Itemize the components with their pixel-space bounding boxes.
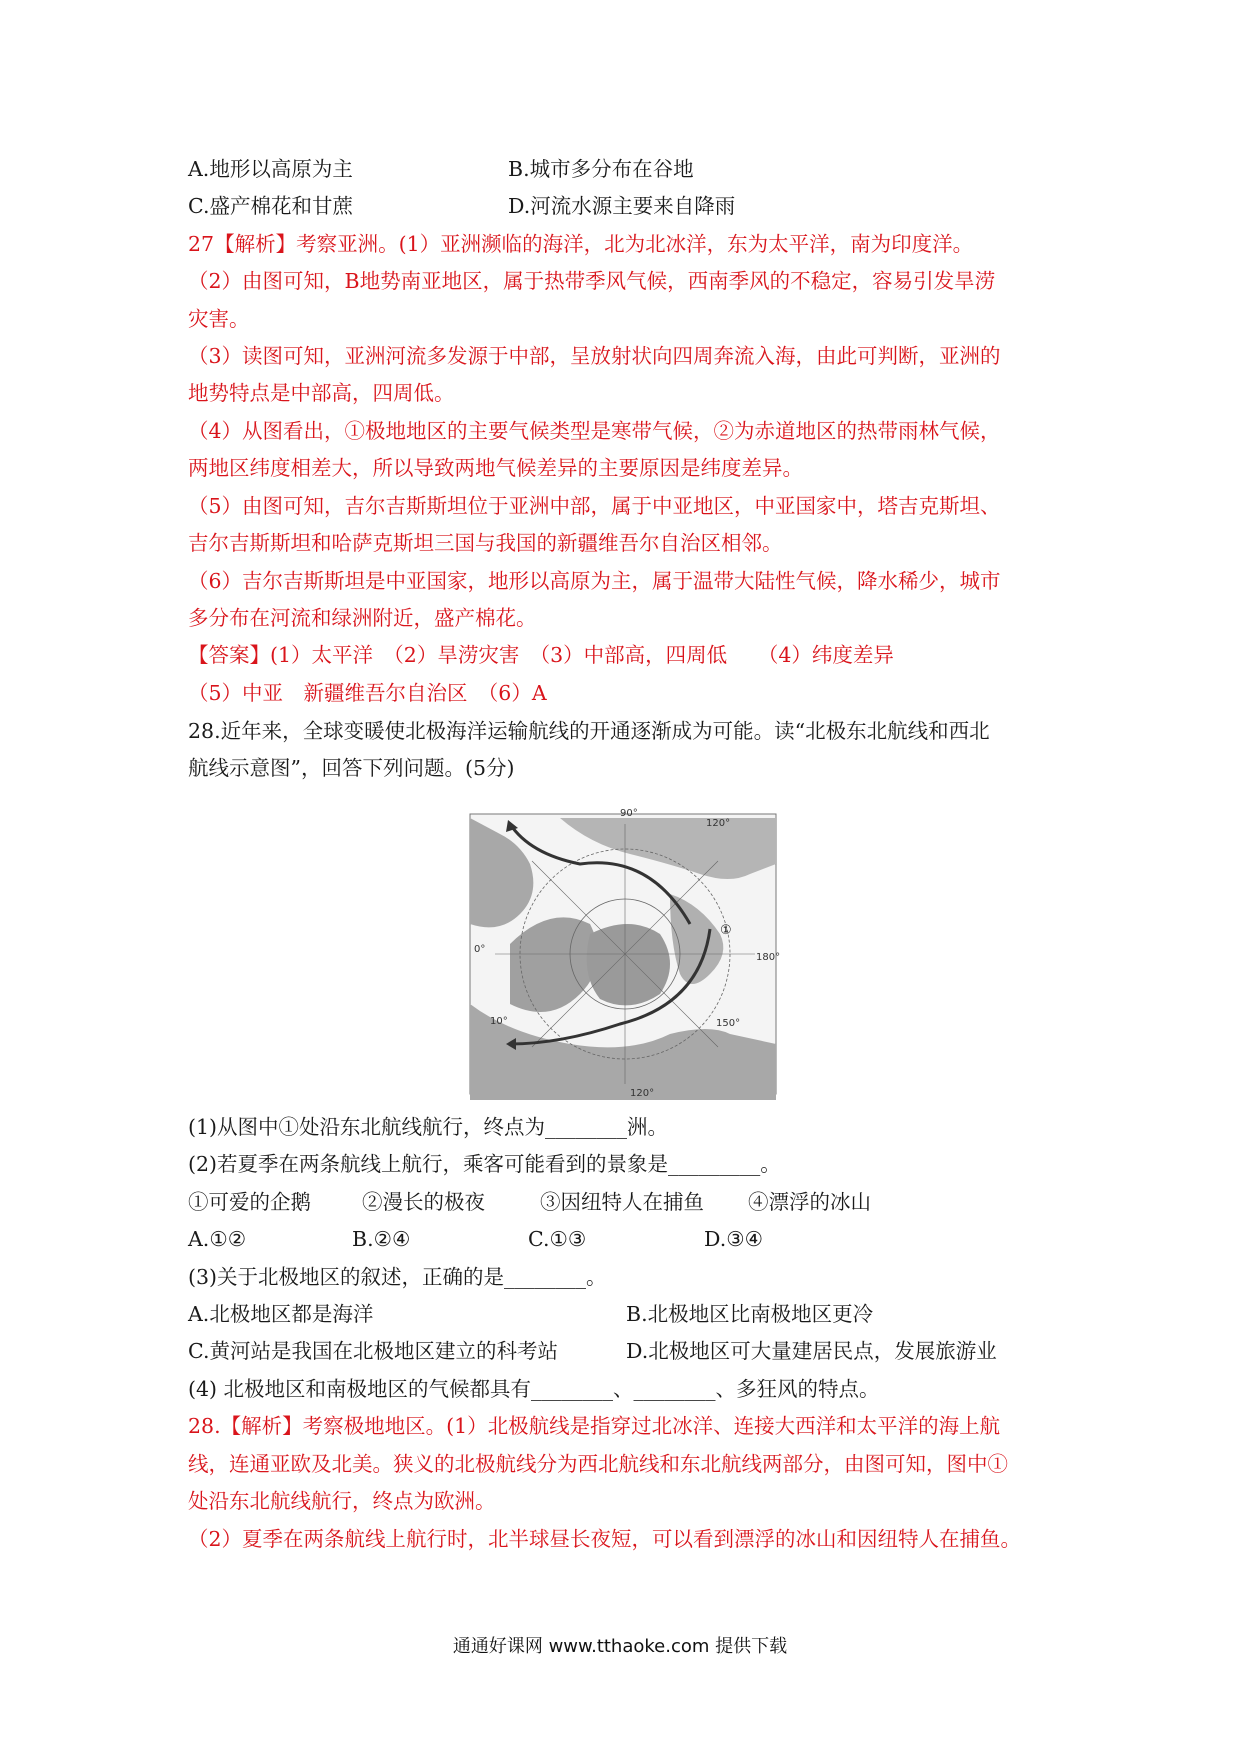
q28-sub2-option: B.②④ [352,1227,411,1251]
q27-analysis-line: 灾害。 [188,307,250,331]
map-label: 90° [620,808,638,819]
page-footer: 通通好课网 www.tthaoke.com 提供下载 [452,1636,788,1657]
q27-analysis-line: （2）由图可知，B地势南亚地区，属于热带季风气候，西南季风的不稳定，容易引发旱涝 [188,269,996,293]
q27-analysis-line: 地势特点是中部高，四周低。 [188,381,455,405]
q28-sub2: (2)若夏季在两条航线上航行，乘客可能看到的景象是_________。 [188,1152,781,1176]
q28-sub3: (3)关于北极地区的叙述，正确的是________。 [188,1265,607,1289]
map-label: 0° [474,944,486,955]
q27-analysis-line: 两地区纬度相差大，所以导致两地气候差异的主要原因是纬度差异。 [188,456,803,480]
q28-stem: 28.近年来，全球变暖使北极海洋运输航线的开通逐渐成为可能。读“北极东北航线和西北 [188,719,990,743]
q28-analysis-line: 处沿东北航线航行，终点为欧洲。 [188,1489,496,1513]
q28-sub3-option: A.北极地区都是海洋 [188,1302,374,1326]
q27-analysis-line: （6）吉尔吉斯斯坦是中亚国家，地形以高原为主，属于温带大陆性气候，降水稀少，城市 [188,569,1001,593]
q28-sub2-option: A.①② [188,1227,247,1251]
map-label: 120° [706,818,731,829]
q27-analysis-line: （5）由图可知，吉尔吉斯斯坦位于亚洲中部，属于中亚地区，中亚国家中，塔吉克斯坦、 [188,494,1001,518]
q28-sub3-option: D.北极地区可大量建居民点，发展旅游业 [626,1339,997,1363]
q28-sub2-item: ①可爱的企鹅 [188,1190,311,1214]
q26-option-d: D.河流水源主要来自降雨 [508,194,736,218]
map-label: 150° [716,1018,741,1029]
map-label: ① [720,923,732,938]
q27-analysis-line: 多分布在河流和绿洲附近，盛产棉花。 [188,606,537,630]
q28-sub2-option: C.①③ [528,1227,587,1251]
q27-answer-line: （5）中亚 新疆维吾尔自治区 （6）A [188,681,547,705]
arctic-route-map-figure [470,804,781,1100]
q27-answer-line: 【答案】(1）太平洋 （2）旱涝灾害 （3）中部高，四周低 （4）纬度差异 [188,643,894,667]
q28-sub2-item: ③因纽特人在捕鱼 [540,1190,704,1214]
q28-sub3-option: B.北极地区比南极地区更冷 [626,1302,874,1326]
map-label: 120° [630,1088,655,1099]
q26-option-a: A.地形以高原为主 [188,157,353,181]
q26-option-c: C.盛产棉花和甘蔗 [188,194,353,218]
q27-analysis-line: 27【解析】考察亚洲。(1）亚洲濒临的海洋，北为北冰洋，东为太平洋，南为印度洋。 [188,232,974,256]
q28-sub2-option: D.③④ [704,1227,763,1251]
q28-analysis-line: （2）夏季在两条航线上航行时，北半球昼长夜短，可以看到漂浮的冰山和因纽特人在捕鱼。 [188,1527,1022,1551]
q28-analysis-line: 线，连通亚欧及北美。狭义的北极航线分为西北航线和东北航线两部分，由图可知，图中① [188,1452,1008,1476]
q28-sub2-item: ②漫长的极夜 [362,1190,485,1214]
q28-analysis-line: 28.【解析】考察极地地区。(1）北极航线是指穿过北冰洋、连接大西洋和太平洋的海上航 [188,1414,1001,1438]
q28-sub3-option: C.黄河站是我国在北极地区建立的科考站 [188,1339,558,1363]
q28-sub2-item: ④漂浮的冰山 [748,1190,871,1214]
map-label: 180° [756,952,781,963]
q26-option-b: B.城市多分布在谷地 [508,157,694,181]
q27-analysis-line: （4）从图看出，①极地地区的主要气候类型是寒带气候，②为赤道地区的热带雨林气候， [188,419,1001,443]
q27-analysis-line: （3）读图可知，亚洲河流多发源于中部，呈放射状向四周奔流入海，由此可判断，亚洲的 [188,344,1001,368]
map-label: 10° [490,1016,508,1027]
q28-sub1: (1)从图中①处沿东北航线航行，终点为________洲。 [188,1115,669,1139]
q28-stem: 航线示意图”，回答下列问题。(5分) [188,756,515,780]
q27-analysis-line: 吉尔吉斯斯坦和哈萨克斯坦三国与我国的新疆维吾尔自治区相邻。 [188,531,783,555]
q28-sub4: (4) 北极地区和南极地区的气候都具有________、________、多狂风的特点。 [188,1377,880,1401]
